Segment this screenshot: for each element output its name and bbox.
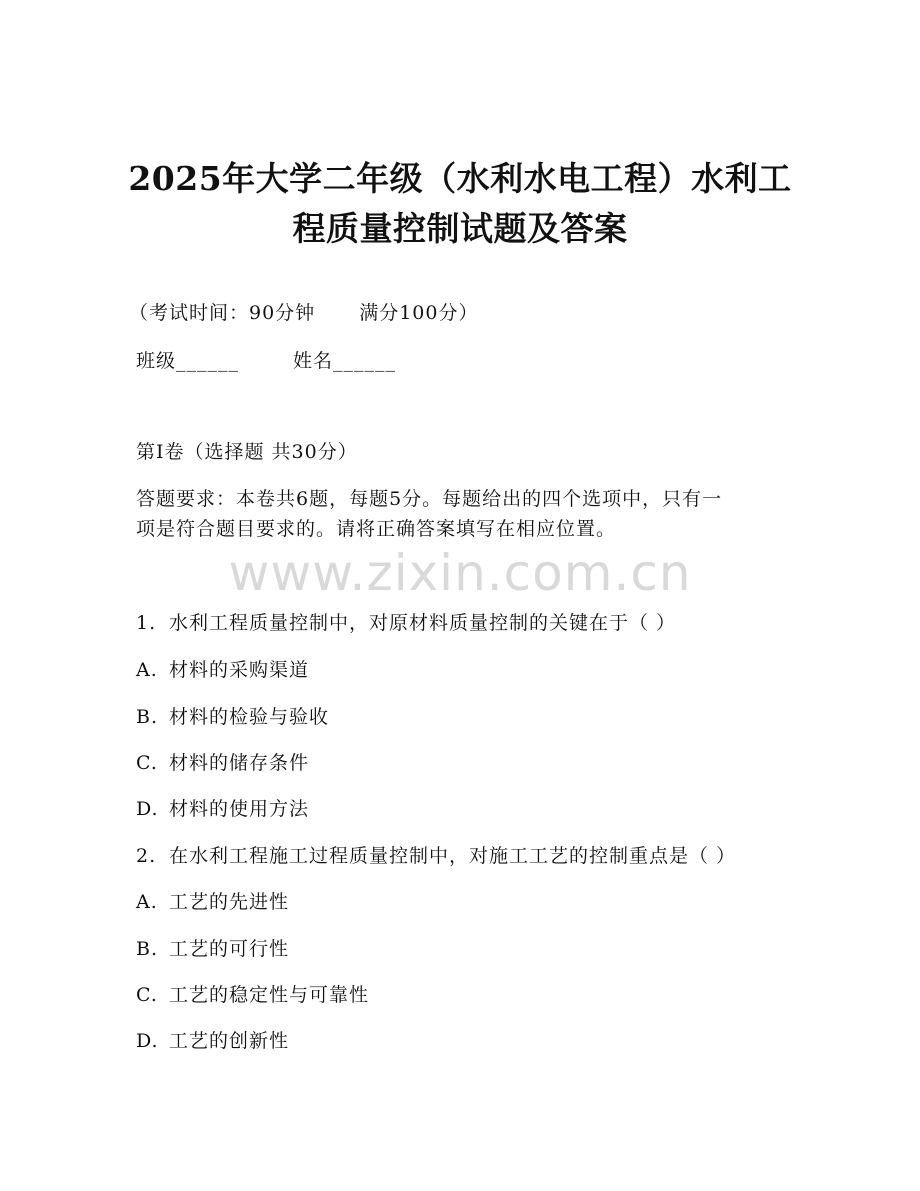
question-2-option-b <box>136 940 289 959</box>
question-number: 1. <box>136 612 157 634</box>
option-letter: A. <box>136 891 158 913</box>
option-text: 材料的采购渠道 <box>169 659 310 681</box>
question-number: 2. <box>136 845 157 867</box>
option-letter: D. <box>136 1030 159 1052</box>
class-field: 班级______ <box>136 350 240 372</box>
question-text: 水利工程质量控制中，对原材料质量控制的关键在于（ ） <box>169 612 677 634</box>
section-title: 第I卷（选择题 共30分） <box>136 441 358 463</box>
question-1-option-c <box>136 754 309 773</box>
option-letter: B. <box>136 706 159 728</box>
option-letter: B. <box>136 938 159 960</box>
question-1-option-d <box>136 800 309 819</box>
question-2 <box>136 847 736 866</box>
question-1-option-b <box>136 708 329 727</box>
option-text: 材料的检验与验收 <box>169 706 330 728</box>
question-2-option-c <box>136 986 369 1005</box>
option-letter: D. <box>136 798 159 820</box>
name-field: 姓名______ <box>293 350 397 372</box>
question-1-option-a <box>136 661 309 680</box>
full-score: 满分100分） <box>359 302 479 324</box>
option-text: 工艺的先进性 <box>169 891 290 913</box>
exam-time: （考试时间：90分钟 <box>129 302 316 324</box>
student-info <box>136 352 396 371</box>
option-text: 工艺的可行性 <box>169 938 290 960</box>
question-2-option-a <box>136 893 289 912</box>
option-text: 工艺的稳定性与可靠性 <box>169 984 370 1006</box>
instructions-line-1: 答题要求：本卷共6题，每题5分。每题给出的四个选项中，只有一 <box>136 488 723 510</box>
question-1 <box>136 614 676 633</box>
option-text: 工艺的创新性 <box>169 1030 290 1052</box>
question-text: 在水利工程施工过程质量控制中，对施工工艺的控制重点是（ ） <box>169 845 737 867</box>
document-title-line-1: 2025年大学二年级（水利水电工程）水利工 <box>128 159 792 198</box>
option-text: 材料的储存条件 <box>169 752 310 774</box>
exam-info <box>129 304 478 323</box>
watermark: www.zixin.com.cn <box>228 544 692 602</box>
option-letter: C. <box>136 984 158 1006</box>
option-letter: C. <box>136 752 158 774</box>
instructions-line-2: 项是符合题目要求的。请将正确答案填写在相应位置。 <box>136 518 617 540</box>
document-title-line-2: 程质量控制试题及答案 <box>292 209 628 248</box>
question-2-option-d <box>136 1032 289 1051</box>
option-text: 材料的使用方法 <box>169 798 310 820</box>
option-letter: A. <box>136 659 158 681</box>
